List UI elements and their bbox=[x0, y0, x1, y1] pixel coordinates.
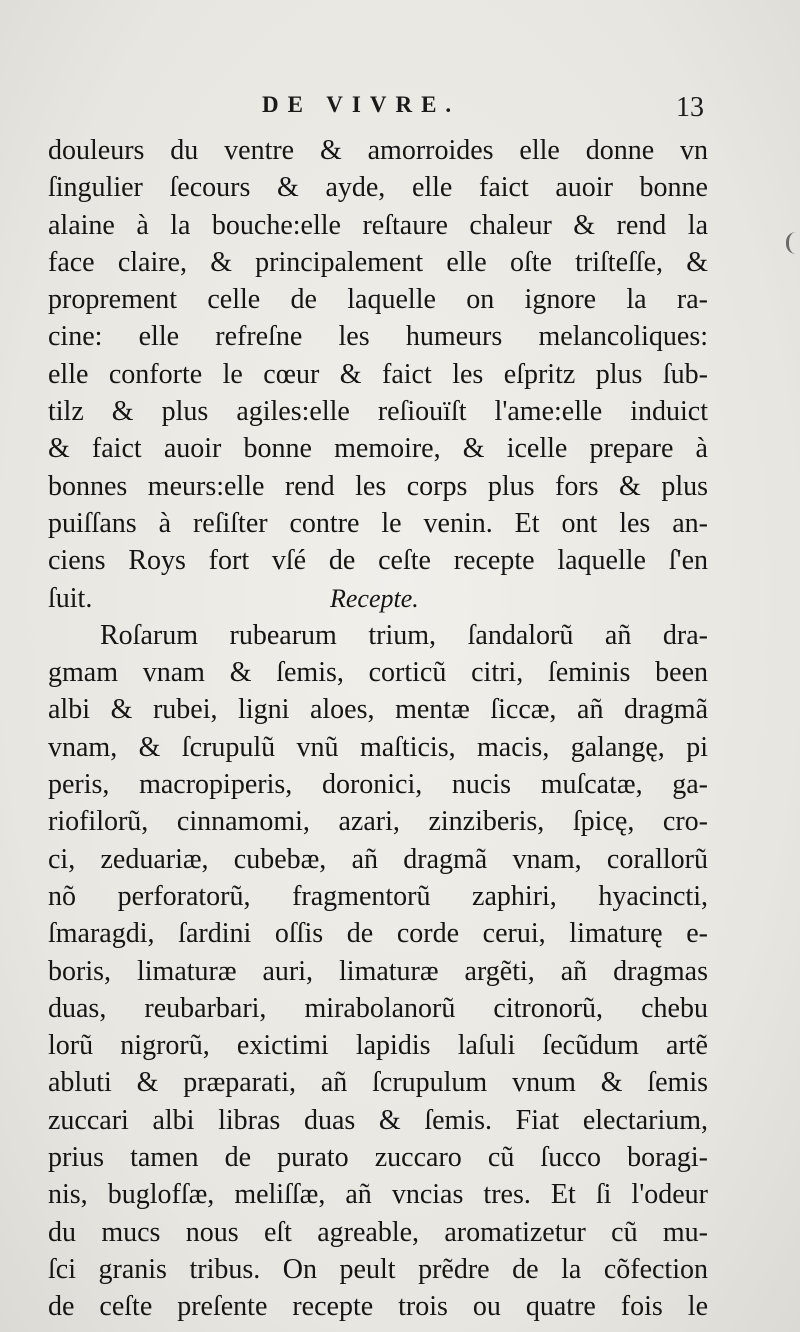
text-line: alaine à la bouche:elle reſtaure chaleur & rend la bbox=[48, 209, 708, 241]
text-line: boris, limaturæ auri, limaturæ argẽti, añ dragmas bbox=[48, 955, 708, 987]
text-line: gmam vnam & ſemis, corticũ citri, ſeminis been bbox=[48, 657, 708, 689]
text-line: puiſſans à reſiſter contre le venin. Et ont les an- bbox=[48, 507, 708, 539]
text-line: vnam, & ſcrupulũ vnũ maſticis, macis, galangę, pi bbox=[48, 731, 708, 763]
text-line: riofilorũ, cinnamomi, azari, zinziberis, ſpicę, cro- bbox=[48, 806, 708, 838]
recipe-heading-line bbox=[48, 580, 708, 617]
text-line: ſci granis tribus. On peult prẽdre de la cõfection bbox=[48, 1253, 708, 1285]
text-line: bonnes meurs:elle rend les corps plus fors & plus bbox=[48, 470, 708, 502]
text-line: lorũ nigrorũ, exictimi lapidis laſuli ſecũdum artẽ bbox=[48, 1030, 708, 1062]
text-line: tilz & plus agiles:elle reſiouïſt l'ame:elle induict bbox=[48, 396, 708, 428]
text-line: face claire, & principalement elle oſte triſteſſe, & bbox=[48, 246, 708, 278]
text-line: nis, buglofſæ, meliſſæ, añ vncias tres. Et ſi l'odeur bbox=[48, 1179, 708, 1211]
running-head bbox=[0, 92, 800, 132]
text-block bbox=[48, 132, 708, 1326]
text-line: nõ perforatorũ, fragmentorũ zaphiri, hyacincti, bbox=[48, 880, 708, 912]
text-line: & faict auoir bonne memoire, & icelle prepare à bbox=[48, 433, 708, 465]
text-line: cine: elle refreſne les humeurs melancoliques: bbox=[48, 321, 708, 353]
text-line: duas, reubarbari, mirabolanorũ citronorũ, chebu bbox=[48, 992, 708, 1024]
text-line: peris, macropiperis, doronici, nucis muſcatæ, ga- bbox=[48, 769, 708, 801]
text-line: ciens Roys fort vſé de ceſte recepte laquelle ſ'en bbox=[48, 545, 708, 577]
text-line: douleurs du ventre & amorroides elle donne vn bbox=[48, 135, 708, 166]
text-line: abluti & præparati, añ ſcrupulum vnum & ſemis bbox=[48, 1067, 708, 1099]
text-line: albi & rubei, ligni aloes, mentæ ſiccæ, añ dragmã bbox=[48, 694, 708, 726]
text-line: prius tamen de purato zuccaro cũ ſucco boragi- bbox=[48, 1142, 708, 1174]
text-line: du mucs nous eſt agreable, aromatizetur cũ mu- bbox=[48, 1216, 708, 1248]
recipe-title: Recepte. bbox=[330, 583, 419, 613]
text-line: de ceſte preſente recepte trois ou quatre fois le bbox=[48, 1291, 708, 1323]
text-line: proprement celle de laquelle on ignore la ra- bbox=[48, 284, 708, 316]
running-title: DE VIVRE. bbox=[262, 92, 461, 117]
text-line: ci, zeduariæ, cubebæ, añ dragmã vnam, corallorũ bbox=[48, 843, 708, 875]
text-line: elle conforte le cœur & faict les eſpritz plus ſub- bbox=[48, 358, 708, 390]
text-line: ſingulier ſecours & ayde, elle faict auoir bonne bbox=[48, 172, 708, 204]
page-edge-mark bbox=[786, 232, 798, 254]
paragraph-end-text: ſuit. bbox=[48, 582, 93, 614]
text-line: zuccari albi libras duas & ſemis. Fiat electarium, bbox=[48, 1104, 708, 1136]
paragraph-first-line: Roſarum rubearum trium, ſandalorũ añ dra- bbox=[100, 619, 708, 651]
text-line: ſmaragdi, ſardini oſſis de corde cerui, limaturę e- bbox=[48, 918, 708, 950]
page-number: 13 bbox=[676, 92, 704, 123]
